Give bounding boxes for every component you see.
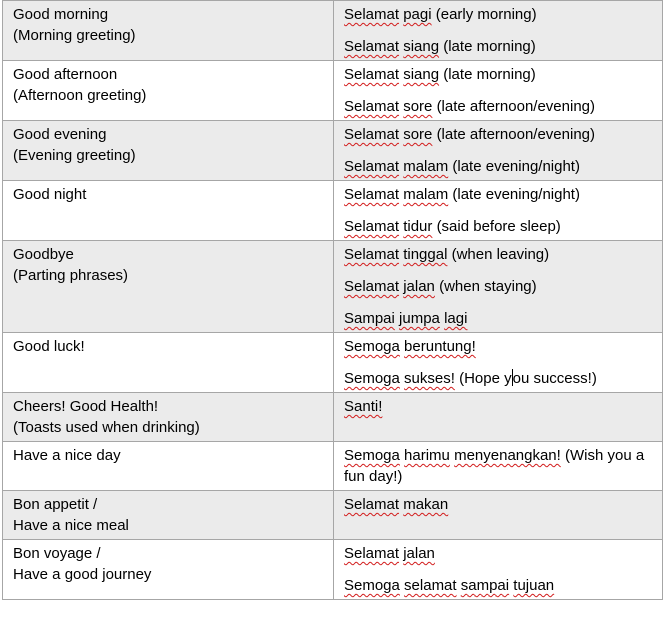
spellcheck-word: malam — [403, 158, 449, 175]
english-cell[interactable] — [3, 241, 334, 333]
table-row — [3, 393, 663, 442]
spellcheck-word: tidur — [403, 218, 433, 235]
phrase-note: (late evening/night) — [452, 158, 580, 175]
spellcheck-word: Semoga — [344, 370, 400, 387]
spellcheck-word: Semoga — [344, 447, 400, 464]
spellcheck-word: sore — [403, 126, 433, 143]
indonesian-phrase — [344, 396, 654, 417]
indonesian-cell[interactable] — [334, 121, 663, 181]
indonesian-cell[interactable] — [334, 1, 663, 61]
spellcheck-word: Selamat — [344, 496, 400, 513]
phrase-note: (late afternoon/evening) — [436, 126, 595, 143]
spellcheck-word: Selamat — [344, 6, 400, 23]
indonesian-cell[interactable] — [334, 181, 663, 241]
indonesian-phrase — [344, 64, 654, 85]
english-phrase: Have a good journey — [13, 566, 152, 583]
english-phrase: (Parting phrases) — [13, 267, 129, 284]
english-cell[interactable] — [3, 491, 334, 540]
table-row — [3, 491, 663, 540]
table-row — [3, 121, 663, 181]
phrase-note: (early morning) — [435, 6, 537, 23]
table-row — [3, 61, 663, 121]
spellcheck-word: tinggal — [403, 246, 448, 263]
spellcheck-word: malam — [403, 186, 449, 203]
indonesian-cell[interactable] — [334, 540, 663, 600]
phrase-note: (Hope you success!) — [459, 370, 597, 387]
spellcheck-word: Selamat — [344, 98, 400, 115]
english-phrase: Have a nice meal — [13, 517, 129, 534]
english-phrase: Bon voyage / — [13, 545, 101, 562]
phrase-note: (late afternoon/evening) — [436, 98, 595, 115]
english-cell[interactable] — [3, 181, 334, 241]
english-cell[interactable] — [3, 333, 334, 393]
table-row — [3, 540, 663, 600]
spellcheck-word: jumpa — [399, 310, 440, 327]
spellcheck-word: tujuan — [513, 577, 555, 594]
english-phrase: Good night — [13, 186, 87, 203]
spellcheck-word: Selamat — [344, 66, 400, 83]
indonesian-phrase — [344, 4, 654, 25]
spellcheck-word: sukses! — [404, 370, 455, 387]
indonesian-phrase — [344, 156, 654, 177]
english-cell[interactable] — [3, 121, 334, 181]
english-cell[interactable] — [3, 61, 334, 121]
indonesian-phrase — [344, 336, 654, 357]
english-phrase: Good morning — [13, 6, 109, 23]
indonesian-phrase — [344, 96, 654, 117]
english-phrase: (Toasts used when drinking) — [13, 419, 200, 436]
greetings-table-body — [3, 1, 663, 600]
english-phrase: Good afternoon — [13, 66, 118, 83]
spellcheck-word: jalan — [403, 278, 435, 295]
english-phrase: (Evening greeting) — [13, 147, 136, 164]
english-phrase: Good luck! — [13, 338, 85, 355]
spellcheck-word: sampai — [460, 577, 510, 594]
indonesian-phrase — [344, 276, 654, 297]
spellcheck-word: siang — [403, 66, 440, 83]
phrase-note: (late evening/night) — [452, 186, 580, 203]
english-cell[interactable] — [3, 1, 334, 61]
spellcheck-word: harimu — [404, 447, 450, 464]
spellcheck-word: selamat — [404, 577, 457, 594]
indonesian-phrase — [344, 308, 654, 329]
spellcheck-word: Selamat — [344, 158, 400, 175]
english-cell[interactable] — [3, 540, 334, 600]
spellcheck-word: Sampai — [344, 310, 395, 327]
english-phrase: (Morning greeting) — [13, 27, 136, 44]
spellcheck-word: pagi — [403, 6, 432, 23]
spellcheck-word: lagi — [444, 310, 468, 327]
spellcheck-word: Semoga — [344, 338, 400, 355]
phrase-note: (when leaving) — [451, 246, 550, 263]
english-cell[interactable] — [3, 442, 334, 491]
indonesian-cell[interactable] — [334, 241, 663, 333]
english-phrase: Have a nice day — [13, 447, 121, 464]
spellcheck-word: Selamat — [344, 186, 400, 203]
spellcheck-word: Selamat — [344, 126, 400, 143]
spellcheck-word: Semoga — [344, 577, 400, 594]
indonesian-phrase — [344, 124, 654, 145]
indonesian-phrase — [344, 575, 654, 596]
table-row — [3, 1, 663, 61]
spellcheck-word: siang — [403, 38, 440, 55]
phrase-note: (said before sleep) — [436, 218, 561, 235]
indonesian-cell[interactable] — [334, 393, 663, 442]
spellcheck-word: menyenangkan! — [454, 447, 561, 464]
english-phrase: Goodbye — [13, 246, 74, 263]
spellcheck-word: beruntung! — [404, 338, 476, 355]
indonesian-phrase — [344, 368, 654, 389]
table-row — [3, 181, 663, 241]
indonesian-cell[interactable] — [334, 442, 663, 491]
table-row — [3, 333, 663, 393]
phrase-note: (Wish you a fun day!) — [344, 447, 645, 485]
indonesian-phrase — [344, 184, 654, 205]
indonesian-phrase — [344, 216, 654, 237]
table-row — [3, 442, 663, 491]
english-phrase: Good evening — [13, 126, 107, 143]
indonesian-phrase — [344, 494, 654, 515]
phrase-note: (late morning) — [443, 66, 536, 83]
phrase-note: (when staying) — [439, 278, 537, 295]
spellcheck-word: Selamat — [344, 246, 400, 263]
spellcheck-word: Selamat — [344, 278, 400, 295]
indonesian-cell[interactable] — [334, 333, 663, 393]
phrase-note: (late morning) — [443, 38, 536, 55]
indonesian-phrase — [344, 36, 654, 57]
spellcheck-word: Selamat — [344, 218, 400, 235]
indonesian-cell[interactable] — [334, 61, 663, 121]
english-cell[interactable] — [3, 393, 334, 442]
indonesian-phrase — [344, 543, 654, 564]
spellcheck-word: jalan — [403, 545, 435, 562]
greetings-table — [2, 0, 663, 600]
spellcheck-word: Santi! — [344, 398, 383, 415]
spellcheck-word: Selamat — [344, 545, 400, 562]
spellcheck-word: Selamat — [344, 38, 400, 55]
spellcheck-word: sore — [403, 98, 433, 115]
english-phrase: Cheers! Good Health! — [13, 398, 159, 415]
english-phrase: Bon appetit / — [13, 496, 98, 513]
english-phrase: (Afternoon greeting) — [13, 87, 147, 104]
indonesian-phrase — [344, 244, 654, 265]
spellcheck-word: makan — [403, 496, 449, 513]
table-row — [3, 241, 663, 333]
indonesian-phrase — [344, 445, 654, 487]
indonesian-cell[interactable] — [334, 491, 663, 540]
